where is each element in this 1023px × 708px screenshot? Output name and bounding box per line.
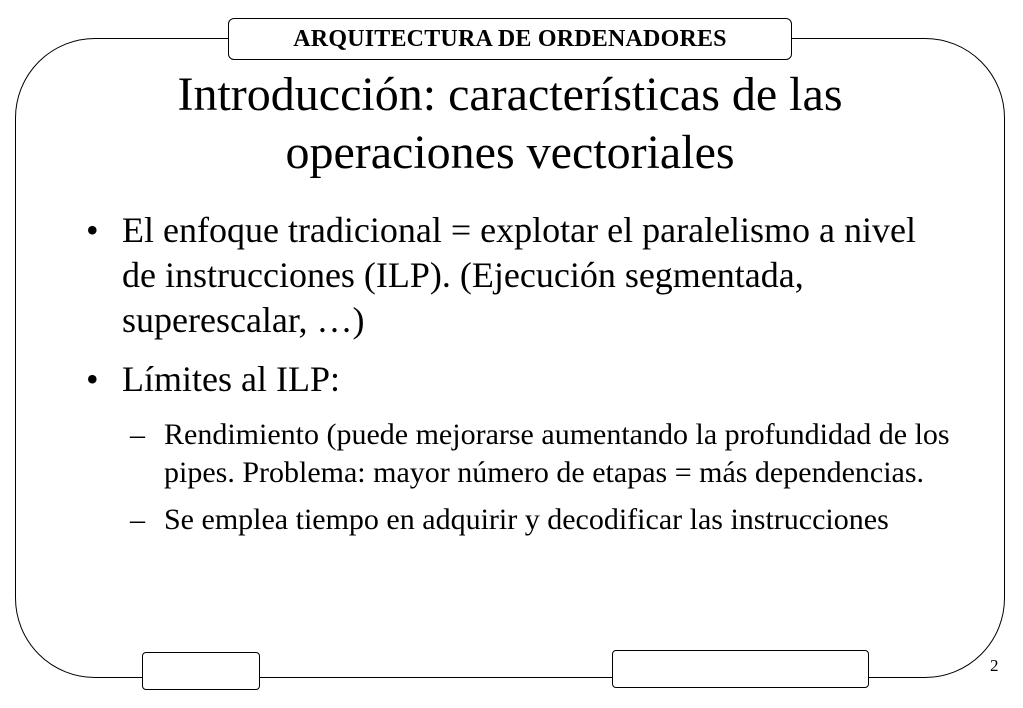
sub-bullet-item: [86, 416, 956, 492]
sub-bullet-item: [86, 501, 956, 539]
bullet-item: [86, 208, 956, 343]
bullet-marker: •: [86, 210, 99, 250]
sub-bullet-text: Se emplea tiempo en adquirir y decodificar las instrucciones: [164, 503, 889, 536]
slide-title-line-1: Introducción: características de las: [177, 68, 843, 121]
slide-content: [86, 208, 956, 548]
sub-bullet-marker: –: [130, 418, 145, 451]
course-title-box: [228, 18, 792, 60]
slide-title: [60, 66, 960, 182]
page-number: 2: [990, 656, 999, 675]
course-title: ARQUITECTURA DE ORDENADORES: [293, 25, 727, 52]
bullet-item: [86, 357, 956, 402]
footer-left-box: [142, 652, 260, 690]
footer-right-box: [612, 650, 869, 688]
sub-bullet-marker: –: [130, 503, 145, 536]
bullet-text: Límites al ILP:: [122, 359, 340, 399]
bullet-marker: •: [86, 359, 99, 399]
bullet-text: El enfoque tradicional = explotar el paralelismo a nivel de instrucciones (ILP). (Ejecución segmentada, superescalar, …): [122, 210, 917, 340]
sub-bullet-text: Rendimiento (puede mejorarse aumentando la profundidad de los pipes. Problema: mayor número de etapas = más dependencias.: [164, 418, 950, 489]
slide-title-line-2: operaciones vectoriales: [285, 126, 735, 179]
